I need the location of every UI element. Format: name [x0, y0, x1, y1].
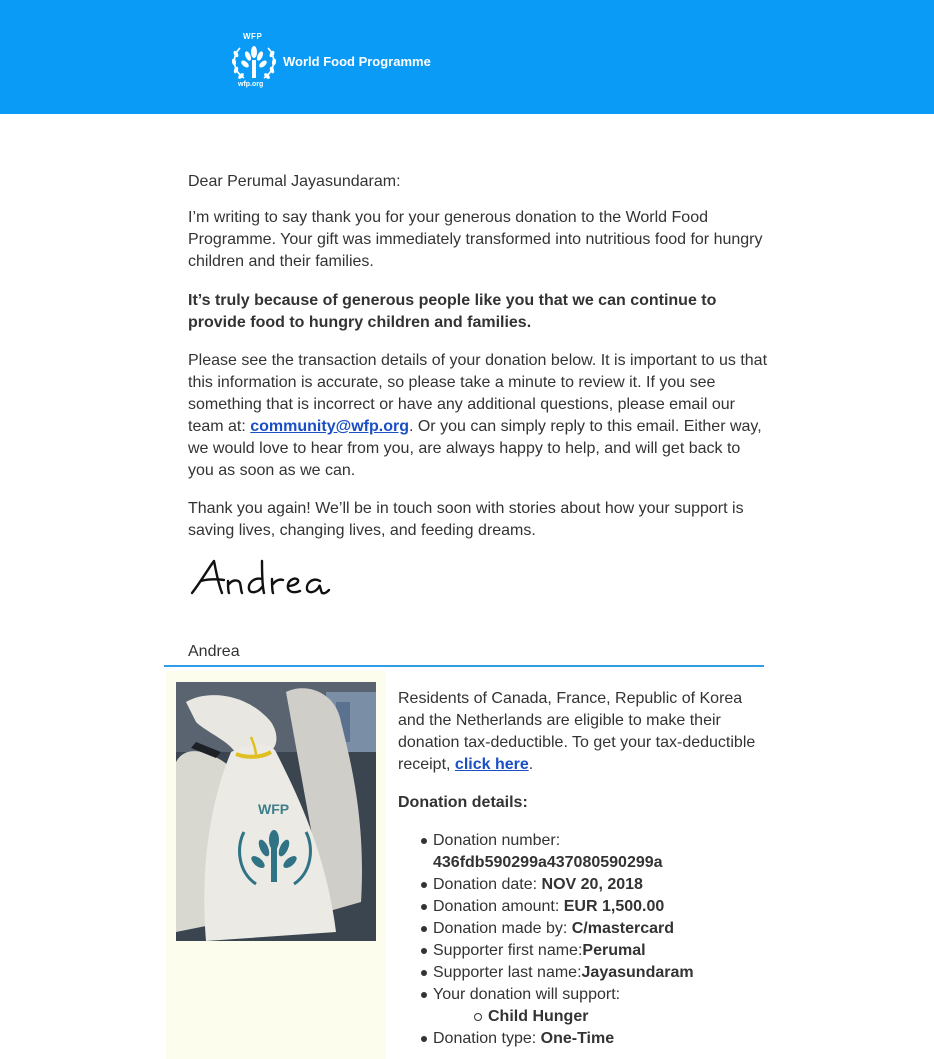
tax-deductible-text [398, 688, 758, 776]
detail-label: Donation number: [433, 832, 561, 849]
tax-text: Residents of Canada, France, Republic of Korea and the Netherlands are eligible to make their donation tax-deductible. To get your tax-deductible receipt, [398, 690, 756, 773]
svg-text:WFP: WFP [258, 801, 290, 817]
detail-value: Perumal [582, 942, 646, 959]
transaction-text-end: . Or you can simply reply to this email. Either way, we would love to hear from you, are always happy to help, and will get back to you as soon as we can. [188, 418, 762, 479]
detail-value: Child Hunger [488, 1008, 589, 1025]
wheat-wreath-icon [230, 38, 278, 84]
emphasis-paragraph: It’s truly because of generous people like you that we can continue to provide food to hungry children and families. [188, 292, 717, 331]
logo-name: World Food Programme [283, 54, 431, 69]
list-item-support [398, 984, 758, 1006]
wfp-logo[interactable] [230, 30, 460, 92]
detail-value: 436fdb590299a437080590299a [433, 854, 663, 871]
transaction-text: Please see the transaction details of your donation below. It is important to us that this information is accurate, so please take a minute to review it. If you see something that is incorrect or have any additional questions, please email our team at: [188, 352, 768, 435]
thank-you-paragraph: I’m writing to say thank you for your generous donation to the World Food Programme. Your gift was immediately transformed into nutritious food for hungry children and their families. [188, 209, 763, 270]
community-email-link[interactable]: community@wfp.org [250, 418, 409, 435]
detail-label: Donation amount: [433, 898, 564, 915]
list-item-first-name [398, 940, 758, 962]
logo-url: wfp.org [238, 81, 264, 88]
list-item-donation-number [398, 830, 758, 874]
detail-value: EUR 1,500.00 [563, 898, 665, 915]
detail-label: Donation date: [433, 876, 542, 893]
tax-receipt-link[interactable]: click here [454, 756, 529, 773]
logo-acronym: WFP [243, 32, 263, 41]
detail-label: Donation made by: [433, 920, 572, 937]
list-item-donation-date [398, 874, 758, 896]
wfp-food-sacks-photo [176, 682, 376, 941]
list-item-donation-type [398, 1028, 758, 1050]
donation-details-heading: Donation details: [398, 794, 528, 811]
transaction-paragraph [188, 350, 768, 482]
detail-value: Jayasundaram [581, 964, 694, 981]
detail-label: Your donation will support: [433, 986, 621, 1003]
list-item-last-name [398, 962, 758, 984]
handwritten-signature [188, 555, 358, 607]
tax-text-end: . [528, 756, 534, 773]
signature-name: Andrea [188, 643, 240, 660]
detail-value: C/mastercard [571, 920, 675, 937]
list-item-support-cause [398, 1006, 758, 1028]
list-item-donation-made-by [398, 918, 758, 940]
closing-paragraph: Thank you again! We’ll be in touch soon with stories about how your support is saving lives, changing lives, and feeding dreams. [188, 500, 744, 539]
list-item-donation-amount [398, 896, 758, 918]
detail-value: One-Time [540, 1030, 615, 1047]
detail-label: Supporter last name: [433, 964, 582, 981]
greeting: Dear Perumal Jayasundaram: [188, 173, 401, 190]
detail-label: Donation type: [433, 1030, 541, 1047]
detail-value: NOV 20, 2018 [541, 876, 643, 893]
donation-details-list [398, 830, 758, 1050]
detail-label: Supporter first name: [433, 942, 583, 959]
email-header-banner [0, 0, 934, 114]
section-divider [164, 665, 764, 667]
